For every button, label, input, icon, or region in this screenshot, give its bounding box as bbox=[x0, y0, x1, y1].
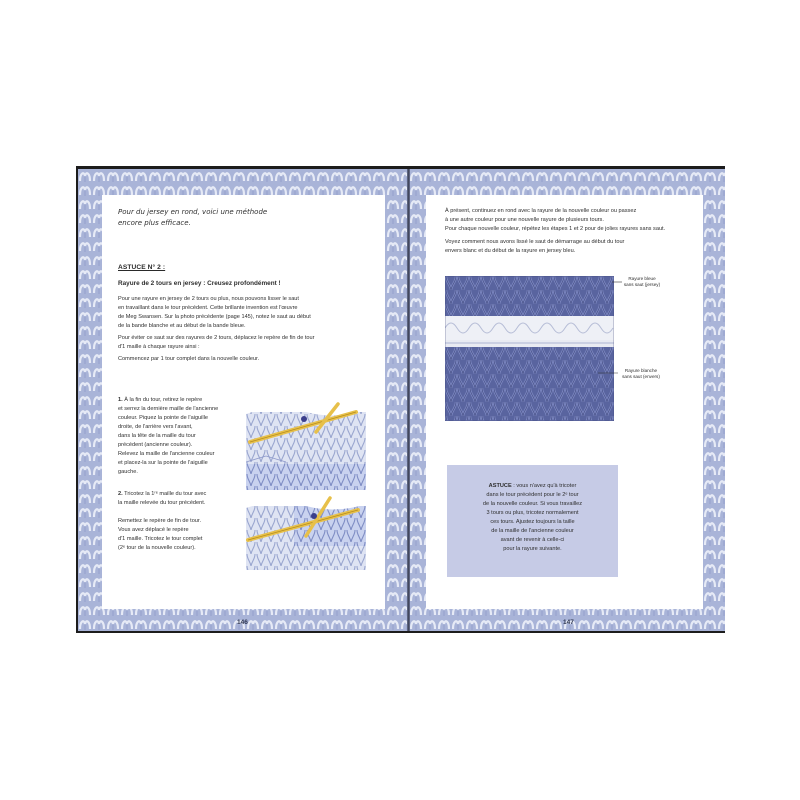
text-line: (2ᵉ tour de la nouvelle couleur). bbox=[118, 545, 196, 551]
paragraph-3: Commencez par 1 tour complet dans la nouvelle couleur. bbox=[118, 356, 260, 362]
page-number-left: 146 bbox=[237, 619, 248, 626]
caption-line: Rayure blanche bbox=[624, 368, 658, 373]
text-line: et serrez la dernière maille de l'ancienne bbox=[118, 406, 219, 412]
text-line: à une autre couleur pour une nouvelle rayure de plusieurs tours. bbox=[445, 217, 604, 223]
text-line: Pour chaque nouvelle couleur, répétez les étapes 1 et 2 pour de jolies rayures sans saut. bbox=[445, 226, 666, 232]
caption-blue-stripe bbox=[618, 276, 666, 288]
tip-heading bbox=[118, 264, 165, 271]
tip-line: dans le tour précédent pour le 2ᵉ tour bbox=[486, 492, 579, 498]
text-line: de la bande blanche et au début de la bande bleue. bbox=[118, 323, 246, 329]
tip-subheading: Rayure de 2 tours en jersey : Creusez profondément ! bbox=[118, 280, 281, 287]
intro-line: encore plus efficace. bbox=[118, 219, 191, 227]
tip-label: ASTUCE bbox=[488, 483, 512, 489]
knitting-illustration-step-2 bbox=[246, 494, 366, 570]
step-1-first-line bbox=[118, 397, 202, 405]
tip-heading-text: ASTUCE N° 2 : bbox=[118, 264, 166, 271]
text-line: Vous avez déplacé le repère bbox=[118, 527, 189, 533]
tip-box bbox=[447, 465, 618, 577]
text-line: Voyez comment nous avons lissé le saut de démarrage au début du tour bbox=[445, 239, 625, 245]
knitting-stripe-photo bbox=[445, 276, 614, 421]
tip-text: : vous n'avez qu'à tricoter bbox=[511, 483, 577, 489]
text-line: À présent, continuez en rond avec la rayure de la nouvelle couleur ou passez bbox=[445, 208, 637, 214]
text-line: en travaillant dans le tour précédent. Cette brillante invention est l'œuvre bbox=[118, 305, 298, 311]
text-line: Relevez la maille de l'ancienne couleur bbox=[118, 451, 215, 457]
page-number-right: 147 bbox=[563, 619, 574, 626]
tip-line: avant de revenir à celle-ci bbox=[500, 537, 565, 543]
tip-line: de la maille de l'ancienne couleur bbox=[491, 528, 574, 534]
text-line: précédent (ancienne couleur). bbox=[118, 442, 193, 448]
text-line: Remettez le repère de fin de tour. bbox=[118, 518, 202, 524]
text-line: gauche. bbox=[118, 469, 138, 475]
step-number: 1. bbox=[118, 397, 123, 403]
caption-pointer bbox=[612, 281, 622, 283]
caption-line: Rayure bleue bbox=[628, 276, 656, 281]
text-line: Pour éviter ce saut sur des rayures de 2 tours, déplacez le repère de fin de tour bbox=[118, 335, 315, 341]
text-line: et placez-la sur la pointe de l'aiguille bbox=[118, 460, 208, 466]
step-number: 2. bbox=[118, 491, 123, 497]
step-text: À la fin du tour, retirez le repère bbox=[122, 397, 203, 403]
step-text: Tricotez la 1ʳᵉ maille du tour avec bbox=[122, 491, 207, 497]
caption-pointer bbox=[598, 372, 618, 374]
knitting-illustration-step-1 bbox=[246, 402, 366, 490]
intro-line: Pour du jersey en rond, voici une méthode bbox=[118, 208, 268, 216]
caption-white-stripe bbox=[616, 368, 666, 380]
tip-line: ces tours. Ajustez toujours la taille bbox=[490, 519, 575, 525]
text-line: envers blanc et du début de la rayure en jersey bleu. bbox=[445, 248, 576, 254]
text-line: d'1 maille à chaque rayure ainsi : bbox=[118, 344, 200, 350]
tip-first-line bbox=[447, 482, 618, 490]
tip-line: pour la rayure suivante. bbox=[503, 546, 562, 552]
step-2-first-line bbox=[118, 491, 206, 499]
text-line: droite, de l'arrière vers l'avant, bbox=[118, 424, 193, 430]
text-line: de Meg Swansen. Sur la photo précédente (page 145), notez le saut au début bbox=[118, 314, 311, 320]
tip-line: de la nouvelle couleur. Si vous travaillez bbox=[482, 501, 583, 507]
text-line: la maille relevée du tour précédent. bbox=[118, 500, 206, 506]
text-line: Pour une rayure en jersey de 2 tours ou plus, nous pouvons lisser le saut bbox=[118, 296, 299, 302]
caption-line: sans saut (envers) bbox=[622, 374, 660, 379]
text-line: d'1 maille. Tricotez le tour complet bbox=[118, 536, 203, 542]
tip-line: 3 tours ou plus, tricotez normalement bbox=[486, 510, 579, 516]
text-line: couleur. Piquez la pointe de l'aiguille bbox=[118, 415, 209, 421]
caption-line: sans saut (jersey) bbox=[623, 282, 661, 287]
intro-handwriting bbox=[118, 207, 267, 229]
text-line: dans la tête de la maille du tour bbox=[118, 433, 196, 439]
book-gutter bbox=[407, 169, 410, 631]
